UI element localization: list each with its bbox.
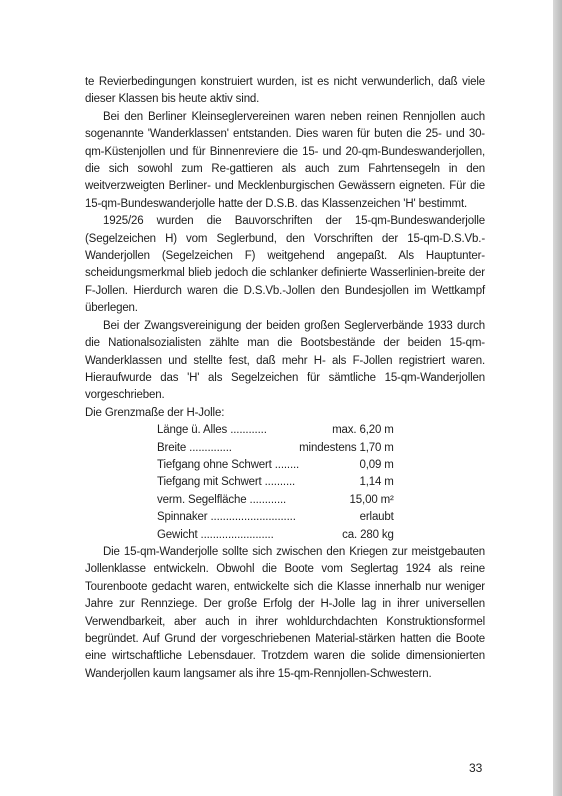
spec-label: Gewicht ........................ xyxy=(157,528,274,541)
spec-row xyxy=(157,527,394,544)
page-number: 33 xyxy=(469,761,483,775)
spec-label: Breite .............. xyxy=(157,441,232,454)
spec-label: Tiefgang mit Schwert .......... xyxy=(157,476,296,489)
spec-label: verm. Segelfläche ............ xyxy=(157,493,287,506)
spec-table xyxy=(157,422,394,544)
spec-row xyxy=(157,474,394,491)
spec-row xyxy=(157,492,394,509)
paragraph-wanderklassen: Bei den Berliner Kleinseglervereinen waren neben reinen Rennjollen auch sogenannte 'Wanderklassen' entstanden. Dies waren für buten die 25- und 30-qm-Küstenjollen und für Binnenreviere die 15- und 20-qm-Bundeswanderjollen, die sich sowohl zum Re-gattieren als auch zum Fahrtensegeln in den weitverzweigten Berliner- und Mecklenburgischen Gewässern eigneten. Für die 15-qm-Bundeswanderjolle hatte der D.S.B. das Klassenzeichen 'H' bestimmt. xyxy=(85,110,485,210)
page-edge-shadow xyxy=(553,0,562,796)
spec-value: 0,09 m xyxy=(359,458,394,471)
document-body xyxy=(85,74,485,683)
paragraph-continued: te Revierbedingungen konstruiert wurden, ist es nicht verwunderlich, daß viele dieser Klassen bis heute aktiv sind. xyxy=(85,76,485,106)
spec-row xyxy=(157,457,394,474)
spec-table-title: Die Grenzmaße der H-Jolle: xyxy=(85,406,225,419)
spec-row xyxy=(157,422,394,439)
spec-value: 1,14 m xyxy=(359,476,394,489)
spec-row xyxy=(157,509,394,526)
spec-value: erlaubt xyxy=(359,511,394,524)
paragraph-bauvorschriften: 1925/26 wurden die Bauvorschriften der 15-qm-Bundeswanderjolle (Segelzeichen H) vom Seglerbund, den Vorschriften der 15-qm-D.S.Vb.-Wanderjollen (Segelzeichen F) weitgehend angepaßt. Als Hauptunter-scheidungsmerkmal blieb jedoch die schlanker definierte Wasserlinien-breite der F-Jollen. Hierdurch waren die D.S.Vb.-Jollen den Bundesjollen im Wettkampf überlegen. xyxy=(85,215,485,315)
spec-value: max. 6,20 m xyxy=(332,424,394,437)
spec-value: mindestens 1,70 m xyxy=(299,441,394,454)
spec-label: Spinnaker ............................ xyxy=(157,511,296,524)
spec-row xyxy=(157,440,394,457)
spec-value: 15,00 m² xyxy=(349,493,394,506)
spec-value: ca. 280 kg xyxy=(342,528,394,541)
paragraph-zwangsvereinigung: Bei der Zwangsvereinigung der beiden großen Seglerverbände 1933 durch die Nationalsozialisten zählte man die Bootsbestände der beiden 15-qm-Wanderklassen und stellte fest, daß mehr H- als F-Jollen registriert waren. Hieraufwurde das 'H' als Segelzeichen für sämtliche 15-qm-Wanderjollen vorgeschrieben. xyxy=(85,319,485,402)
paragraph-closing: Die 15-qm-Wanderjolle sollte sich zwischen den Kriegen zur meistgebauten Jollenklasse entwickeln. Obwohl die Boote vom Seglertag 1924 als reine Tourenboote gedacht waren, entwickelte sich die Klasse innerhalb nur weniger Jahre zur Rennziege. Der große Erfolg der H-Jolle lag in ihrer universellen Verwendbarkeit, aber auch in ihrer wohldurchdachten Konstruktionsformel begründet. Auf Grund der vorgeschriebenen Material-stärken hatten die Boote eine wirtschaftliche Lebensdauer. Trotzdem waren die solide dimensionierten Wanderjollen kaum langsamer als ihre 15-qm-Rennjollen-Schwestern. xyxy=(85,545,485,680)
spec-label: Länge ü. Alles ............ xyxy=(157,424,267,437)
spec-label: Tiefgang ohne Schwert ........ xyxy=(157,458,300,471)
